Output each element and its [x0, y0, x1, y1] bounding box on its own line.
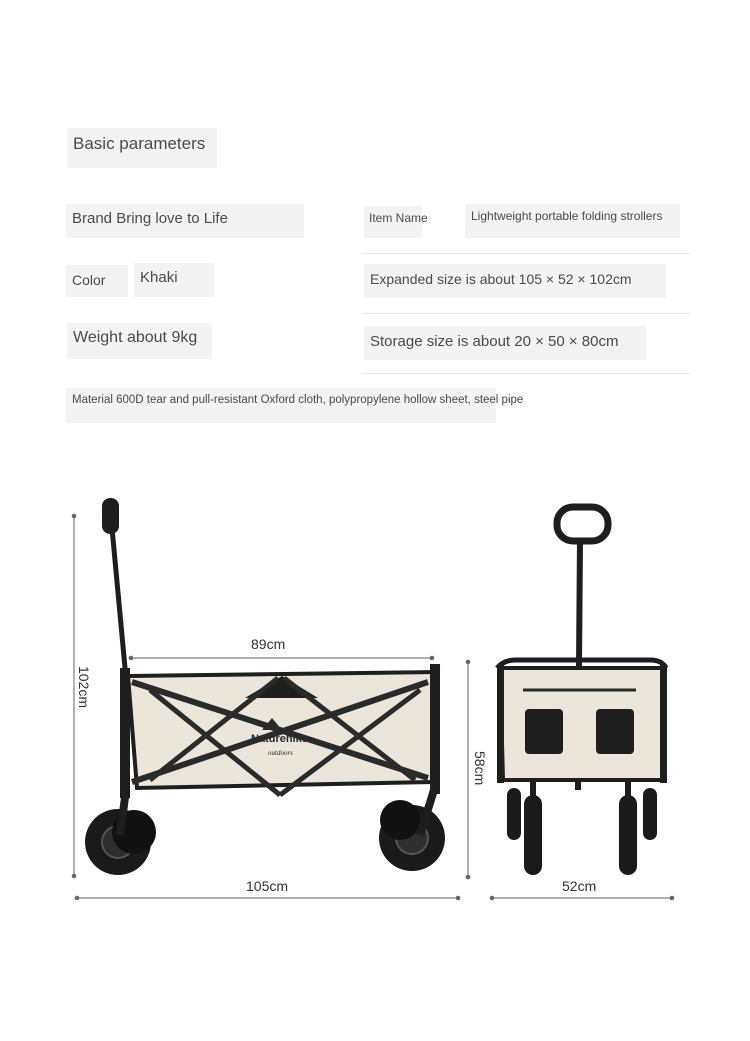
- material-field: Material 600D tear and pull-resistant Oxford cloth, polypropylene hollow sheet, steel pipe: [66, 388, 496, 423]
- rear-wheel: [507, 788, 521, 840]
- brand-field: Brand Bring love to Life: [66, 204, 304, 238]
- dimension-side-height: 58cm: [472, 751, 488, 786]
- wagon-side-view: [85, 498, 445, 875]
- brand-logo-sub: outdoors: [268, 749, 293, 757]
- dimension-length: 105cm: [246, 878, 289, 894]
- color-value: Khaki: [134, 263, 214, 297]
- front-wheel: [619, 795, 637, 875]
- side-pocket: [596, 709, 634, 754]
- expanded-size: Expanded size is about 105 × 52 × 102cm: [364, 264, 666, 298]
- color-label: Color: [66, 265, 128, 297]
- front-wheel: [379, 800, 445, 871]
- dimension-top-width: 89cm: [251, 636, 286, 652]
- storage-size: Storage size is about 20 × 50 × 80cm: [364, 326, 646, 360]
- dimension-height: 102cm: [76, 666, 92, 709]
- wagon-front-view: [497, 507, 667, 875]
- item-name-value: Lightweight portable folding strollers: [465, 204, 680, 238]
- item-name-label: Item Name: [364, 206, 422, 238]
- weight-field: Weight about 9kg: [67, 323, 212, 359]
- handle-grip: [102, 498, 119, 534]
- dimension-depth: 52cm: [562, 878, 597, 894]
- front-wheel: [524, 795, 542, 875]
- brand-logo: Naturehike: [251, 733, 308, 745]
- handle-grip: [557, 507, 608, 541]
- rear-wheel: [643, 788, 657, 840]
- section-title: Basic parameters: [67, 128, 217, 168]
- side-pocket: [525, 709, 563, 754]
